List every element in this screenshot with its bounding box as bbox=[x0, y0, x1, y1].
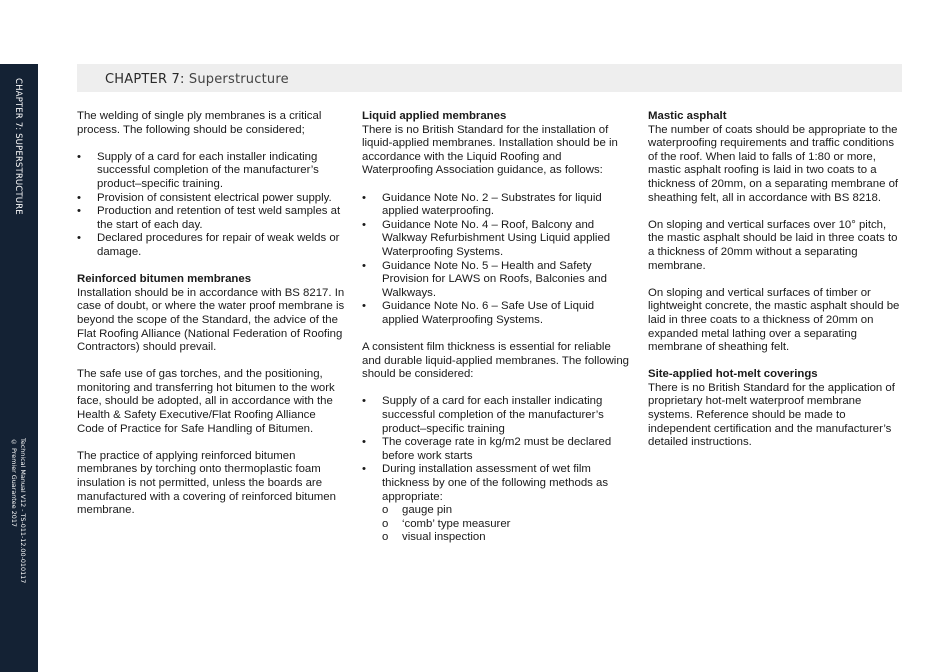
list-item: • During installation assessment of wet film thickness by one of the following methods as appropriate: bbox=[362, 463, 609, 503]
bullet-icon: • bbox=[362, 436, 366, 449]
footer-manual-ref: Technical Manual V12 - TS-011-12.00-010117 bbox=[19, 438, 27, 584]
bullet-icon: • bbox=[77, 150, 81, 163]
paragraph: On sloping and vertical surfaces over 10° pitch, the mastic asphalt should be laid in three coats to a thickness of 20mm without a separating membrane. bbox=[648, 218, 898, 272]
bullet-icon: • bbox=[362, 191, 366, 204]
paragraph: The safe use of gas torches, and the positioning, monitoring and transferring hot bitumen to the work face, should be adopted, all in accordance with the Health & Safety Executive/Flat Roofing Alliance Code of Practice for Safe Handling of Bitumen. bbox=[77, 368, 335, 435]
paragraph: The practice of applying reinforced bitumen membranes by torching onto thermoplastic foam insulation is not permitted, unless the boards are manufactured with a covering of reinforced bitumen membrane. bbox=[77, 449, 336, 517]
circle-bullet-icon: o bbox=[382, 531, 389, 544]
chapter-number: CHAPTER 7: bbox=[105, 72, 185, 87]
bullet-icon: • bbox=[362, 300, 366, 313]
list-item: • Guidance Note No. 4 – Roof, Balcony and Walkway Refurbishment Using Liquid applied Waterproofing Systems. bbox=[362, 218, 611, 258]
paragraph: There is no British Standard for the installation of liquid-applied membranes. Installation should be in accordance with the Liquid Roofing and Waterproofing Association guidance, as follows: bbox=[362, 123, 618, 177]
bullet-icon: • bbox=[77, 191, 81, 204]
bullet-icon: • bbox=[362, 259, 366, 272]
paragraph: On sloping and vertical surfaces of timber or lightweight concrete, the mastic asphalt should be laid in three coats to a thickness of 20mm on expanded metal lathing over a separating membrane of sheathing felt. bbox=[648, 286, 900, 354]
bullet-icon: • bbox=[362, 395, 366, 408]
column-3 bbox=[648, 110, 904, 463]
page-title bbox=[105, 72, 289, 87]
sub-list-item: o visual inspection bbox=[382, 531, 486, 544]
section-heading: Mastic asphalt bbox=[648, 110, 727, 122]
bullet-icon: • bbox=[362, 218, 366, 231]
method-sublist bbox=[362, 504, 630, 545]
list-item: • Provision of consistent electrical power supply. bbox=[77, 191, 332, 204]
list-item: • Declared procedures for repair of weak welds or damage. bbox=[77, 232, 340, 258]
list-item: • Guidance Note No. 2 – Substrates for liquid applied waterproofing. bbox=[362, 191, 602, 218]
column-1 bbox=[77, 110, 345, 531]
list-item: • Guidance Note No. 5 – Health and Safety Provision for LAWS on Roofs, Balconies and Walkways. bbox=[362, 259, 607, 299]
section-heading: Site-applied hot-melt coverings bbox=[648, 368, 818, 381]
circle-bullet-icon: o bbox=[382, 517, 389, 530]
circle-bullet-icon: o bbox=[382, 504, 389, 517]
list-item: • The coverage rate in kg/m2 must be declared before work starts bbox=[362, 436, 612, 462]
section-heading: Liquid applied membranes bbox=[362, 110, 507, 122]
paragraph: The number of coats should be appropriate to the waterproofing requirements and traffic conditions of the roof. When laid to falls of 1:80 or more, mastic asphalt roofing is laid in two coats to a thickness of 20mm, on a separating membrane of sheathing felt, all in accordance with BS 8218. bbox=[648, 123, 899, 204]
sidebar-chapter-label: CHAPTER 7: SUPERSTRUCTURE bbox=[13, 78, 23, 215]
chapter-header bbox=[77, 64, 902, 92]
section-heading: Reinforced bitumen membranes bbox=[77, 273, 252, 286]
intro-paragraph: The welding of single ply membranes is a critical process. The following should be considered; bbox=[77, 110, 322, 136]
bullet-icon: • bbox=[77, 232, 81, 245]
footer-copyright: © Premier Guarantee 2017 bbox=[10, 438, 18, 527]
list-item: • Production and retention of test weld samples at the start of each day. bbox=[77, 205, 341, 231]
list-item: • Supply of a card for each installer indicating successful completion of the manufacturer’s product–specific training. bbox=[77, 150, 319, 190]
sub-list-item: o ‘comb’ type measurer bbox=[382, 517, 511, 530]
paragraph: A consistent film thickness is essential for reliable and durable liquid-applied membranes. The following should be considered: bbox=[362, 341, 630, 381]
guidance-list bbox=[362, 192, 630, 328]
paragraph: There is no British Standard for the application of proprietary hot-melt waterproof membrane systems. Reference should be made to independent certification and the manufacturer’s detailed instructions. bbox=[648, 381, 895, 449]
paragraph: Installation should be in accordance with BS 8217. In case of doubt, or where the water proof membrane is beyond the scope of the Standard, the advice of the Flat Roofing Alliance (National Federation of Roofing Contractors) should prevail. bbox=[77, 286, 345, 354]
film-thickness-list bbox=[362, 395, 630, 504]
bullet-icon: • bbox=[362, 463, 366, 476]
chapter-title: Superstructure bbox=[184, 72, 289, 87]
sidebar-footer bbox=[9, 438, 27, 583]
column-2 bbox=[362, 110, 630, 545]
list-item: • Guidance Note No. 6 – Safe Use of Liquid applied Waterproofing Systems. bbox=[362, 300, 595, 326]
single-ply-list bbox=[77, 151, 345, 260]
list-item: • Supply of a card for each installer indicating successful completion of the manufacturer’s product–specific training bbox=[362, 395, 604, 435]
sub-list-item: o gauge pin bbox=[382, 504, 453, 517]
bullet-icon: • bbox=[77, 205, 81, 218]
